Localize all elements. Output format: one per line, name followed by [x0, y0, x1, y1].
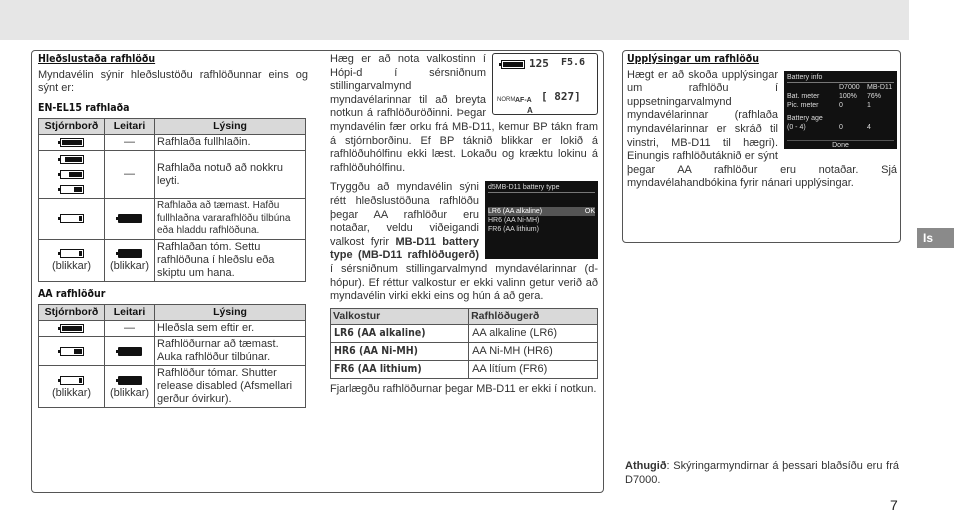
table-row [39, 135, 306, 151]
description-cell: Rafhlöður tómar. Shutter release disabled (Afsmellari gerður óvirkur). [155, 366, 306, 408]
table-row [39, 151, 306, 199]
lcd-mode: AF-A [515, 97, 532, 104]
dash-cell: — [105, 321, 155, 337]
battery-info-text: Hægt er að skoða upplýsingar um rafhlöðu í uppsetningarvalmynd myndavélarinnar (rafhlaða myndavélarinnar er skráð til vinstri, MB-D11 til hægri). Einungis rafhlöðutáknið er sýnt þegar AA rafhlöður eru notaðar. Sjá myndavélahandbókina fyrir nánari upplýsingar. [627, 68, 897, 190]
lcd-battery-icon [501, 60, 525, 69]
note-label: Athugið [625, 460, 667, 472]
option-cell: LR6 (AA alkaline) [331, 324, 469, 342]
header-battery-type: Rafhlöðugerð [469, 308, 598, 324]
table-row [39, 239, 306, 281]
menu-title: Battery info [787, 73, 894, 83]
en-el15-heading: EN-EL15 rafhlaða [38, 101, 130, 114]
battery-full-icon [39, 135, 105, 151]
menu-item: LR6 (AA alkaline) OK [488, 208, 595, 216]
viewfinder-battery-icon [105, 337, 155, 366]
table-row [39, 337, 306, 366]
description-cell: Rafhlöðurnar að tæmast. Auka rafhlöður tilbúnar. [155, 337, 306, 366]
lcd-shutter: 125 [529, 57, 549, 70]
table-row [331, 324, 598, 342]
battery-empty-icon [39, 366, 105, 408]
control-panel-illustration [492, 53, 598, 115]
lcd-count: [ 827] [541, 90, 581, 103]
section-heading: Hleðslustaða rafhlöðu [38, 53, 156, 65]
top-banner [0, 0, 909, 40]
description-cell: Rafhlaða að tæmast. Hafðu fullhlaðna vararafhlöðu tilbúna eða hladdu rafhlöðuna. [155, 199, 306, 240]
dash-cell: — [105, 135, 155, 151]
header-description: Lýsing [155, 119, 306, 135]
blink-label: (blikkar) [51, 260, 92, 273]
lcd-wb: A [527, 106, 533, 115]
viewfinder-battery-icon [105, 199, 155, 240]
aa-table [38, 304, 306, 408]
blink-label: (blikkar) [109, 386, 150, 399]
paragraph-battery-type: Tryggðu að myndavélin sýni rétt hleðslustöðuna rafhlöðu þegar AA rafhlöður eru notaðar, veldu viðeigandi valkost fyrir MB-D11 battery type (MB-D11 rafhlöðugerð) í sérsniðnum stillingarvalmynd myndavélarinnar (d-hópur). Ef réttur valkostur er ekki valinn getur verið að myndavélin virki ekki eins og hún á að gera. [330, 181, 598, 303]
table-row [331, 342, 598, 360]
battery-type-table [330, 308, 598, 379]
lcd-aperture: F5.6 [561, 57, 586, 68]
note-text: : Skýringarmyndirnar á þessari blaðsíðu eru frá D7000. [625, 460, 899, 486]
setting-name: MB-D11 battery type (MB-D11 rafhlöðugerð) [330, 235, 479, 262]
viewfinder-battery-icon [105, 366, 155, 408]
paragraph-mb-d11: Hæg er að nota valkostinn í Hópi-d í sérsniðnum stillingarvalmynd myndavélarinnar til að breyta notkun á rafhlöðuröðinni. Þegar myndavélin fær orku frá MB-D11, kemur BP tákn fram á stjórnborðinu. Ef BP táknið blikkar er lokið á rafhlöðuhólfinu ekki læst. Lokaðu og kræktu lokinu á rafhlöðuhólfinu. [330, 53, 598, 174]
intro-text: Myndavélin sýnir hleðslustöðu rafhlöðunnar eins og sýnt er: [38, 68, 308, 95]
battery-level-section [38, 53, 308, 408]
en-el15-table [38, 118, 306, 282]
language-tab: Is [917, 228, 954, 248]
menu-title: d5MB-D11 battery type [488, 183, 595, 193]
aa-heading: AA rafhlöður [38, 287, 106, 300]
table-row [39, 366, 306, 408]
header-description: Lýsing [155, 305, 306, 321]
battery-info-section [627, 53, 897, 191]
blink-label: (blikkar) [51, 386, 92, 399]
menu-item: HR6 (AA Ni-MH) [488, 217, 540, 225]
header-option: Valkostur [331, 308, 469, 324]
table-row [39, 321, 306, 337]
dash-cell: — [105, 151, 155, 199]
description-cell: Rafhlaða fullhlaðin. [155, 135, 306, 151]
table-row [39, 199, 306, 240]
blink-label: (blikkar) [109, 260, 150, 273]
battery-low-icon [39, 337, 105, 366]
note [625, 459, 899, 487]
section-heading: Upplýsingar um rafhlöðu [627, 53, 759, 65]
viewfinder-battery-icon [105, 239, 155, 281]
battery-partial-icons [39, 151, 105, 199]
description-cell: Hleðsla sem eftir er. [155, 321, 306, 337]
battery-order-section [330, 53, 598, 396]
header-viewfinder: Leitari [105, 119, 155, 135]
description-cell: Rafhlaðan tóm. Settu rafhlöðuna í hleðslu eða skiptu um hana. [155, 239, 306, 281]
menu-item: FR6 (AA lithium) [488, 226, 539, 234]
type-cell: AA Ni-MH (HR6) [469, 342, 598, 360]
battery-low-icon [39, 199, 105, 240]
page-number: 7 [890, 497, 898, 513]
lcd-norm: NORM [497, 97, 516, 103]
remove-batteries-text: Fjarlægðu rafhlöðurnar þegar MB-D11 er ekki í notkun. [330, 382, 597, 395]
battery-full-icon [39, 321, 105, 337]
description-cell: Rafhlaða notuð að nokkru leyti. [155, 151, 306, 199]
option-cell: HR6 (AA Ni-MH) [331, 342, 469, 360]
option-cell: FR6 (AA lithium) [331, 360, 469, 378]
battery-type-menu-illustration [485, 181, 598, 259]
battery-empty-icon [39, 239, 105, 281]
type-cell: AA lítíum (FR6) [469, 360, 598, 378]
battery-info-menu-illustration: Battery info D7000 MB-D11 Bat. meter 100% 76% Pic. meter 0 1 Battery age (0 - 4) 0 4 Done [784, 71, 897, 149]
table-row [331, 360, 598, 378]
header-control-panel: Stjórnborð [39, 305, 105, 321]
type-cell: AA alkaline (LR6) [469, 324, 598, 342]
header-viewfinder: Leitari [105, 305, 155, 321]
done-label: Done [787, 140, 894, 150]
header-control-panel: Stjórnborð [39, 119, 105, 135]
